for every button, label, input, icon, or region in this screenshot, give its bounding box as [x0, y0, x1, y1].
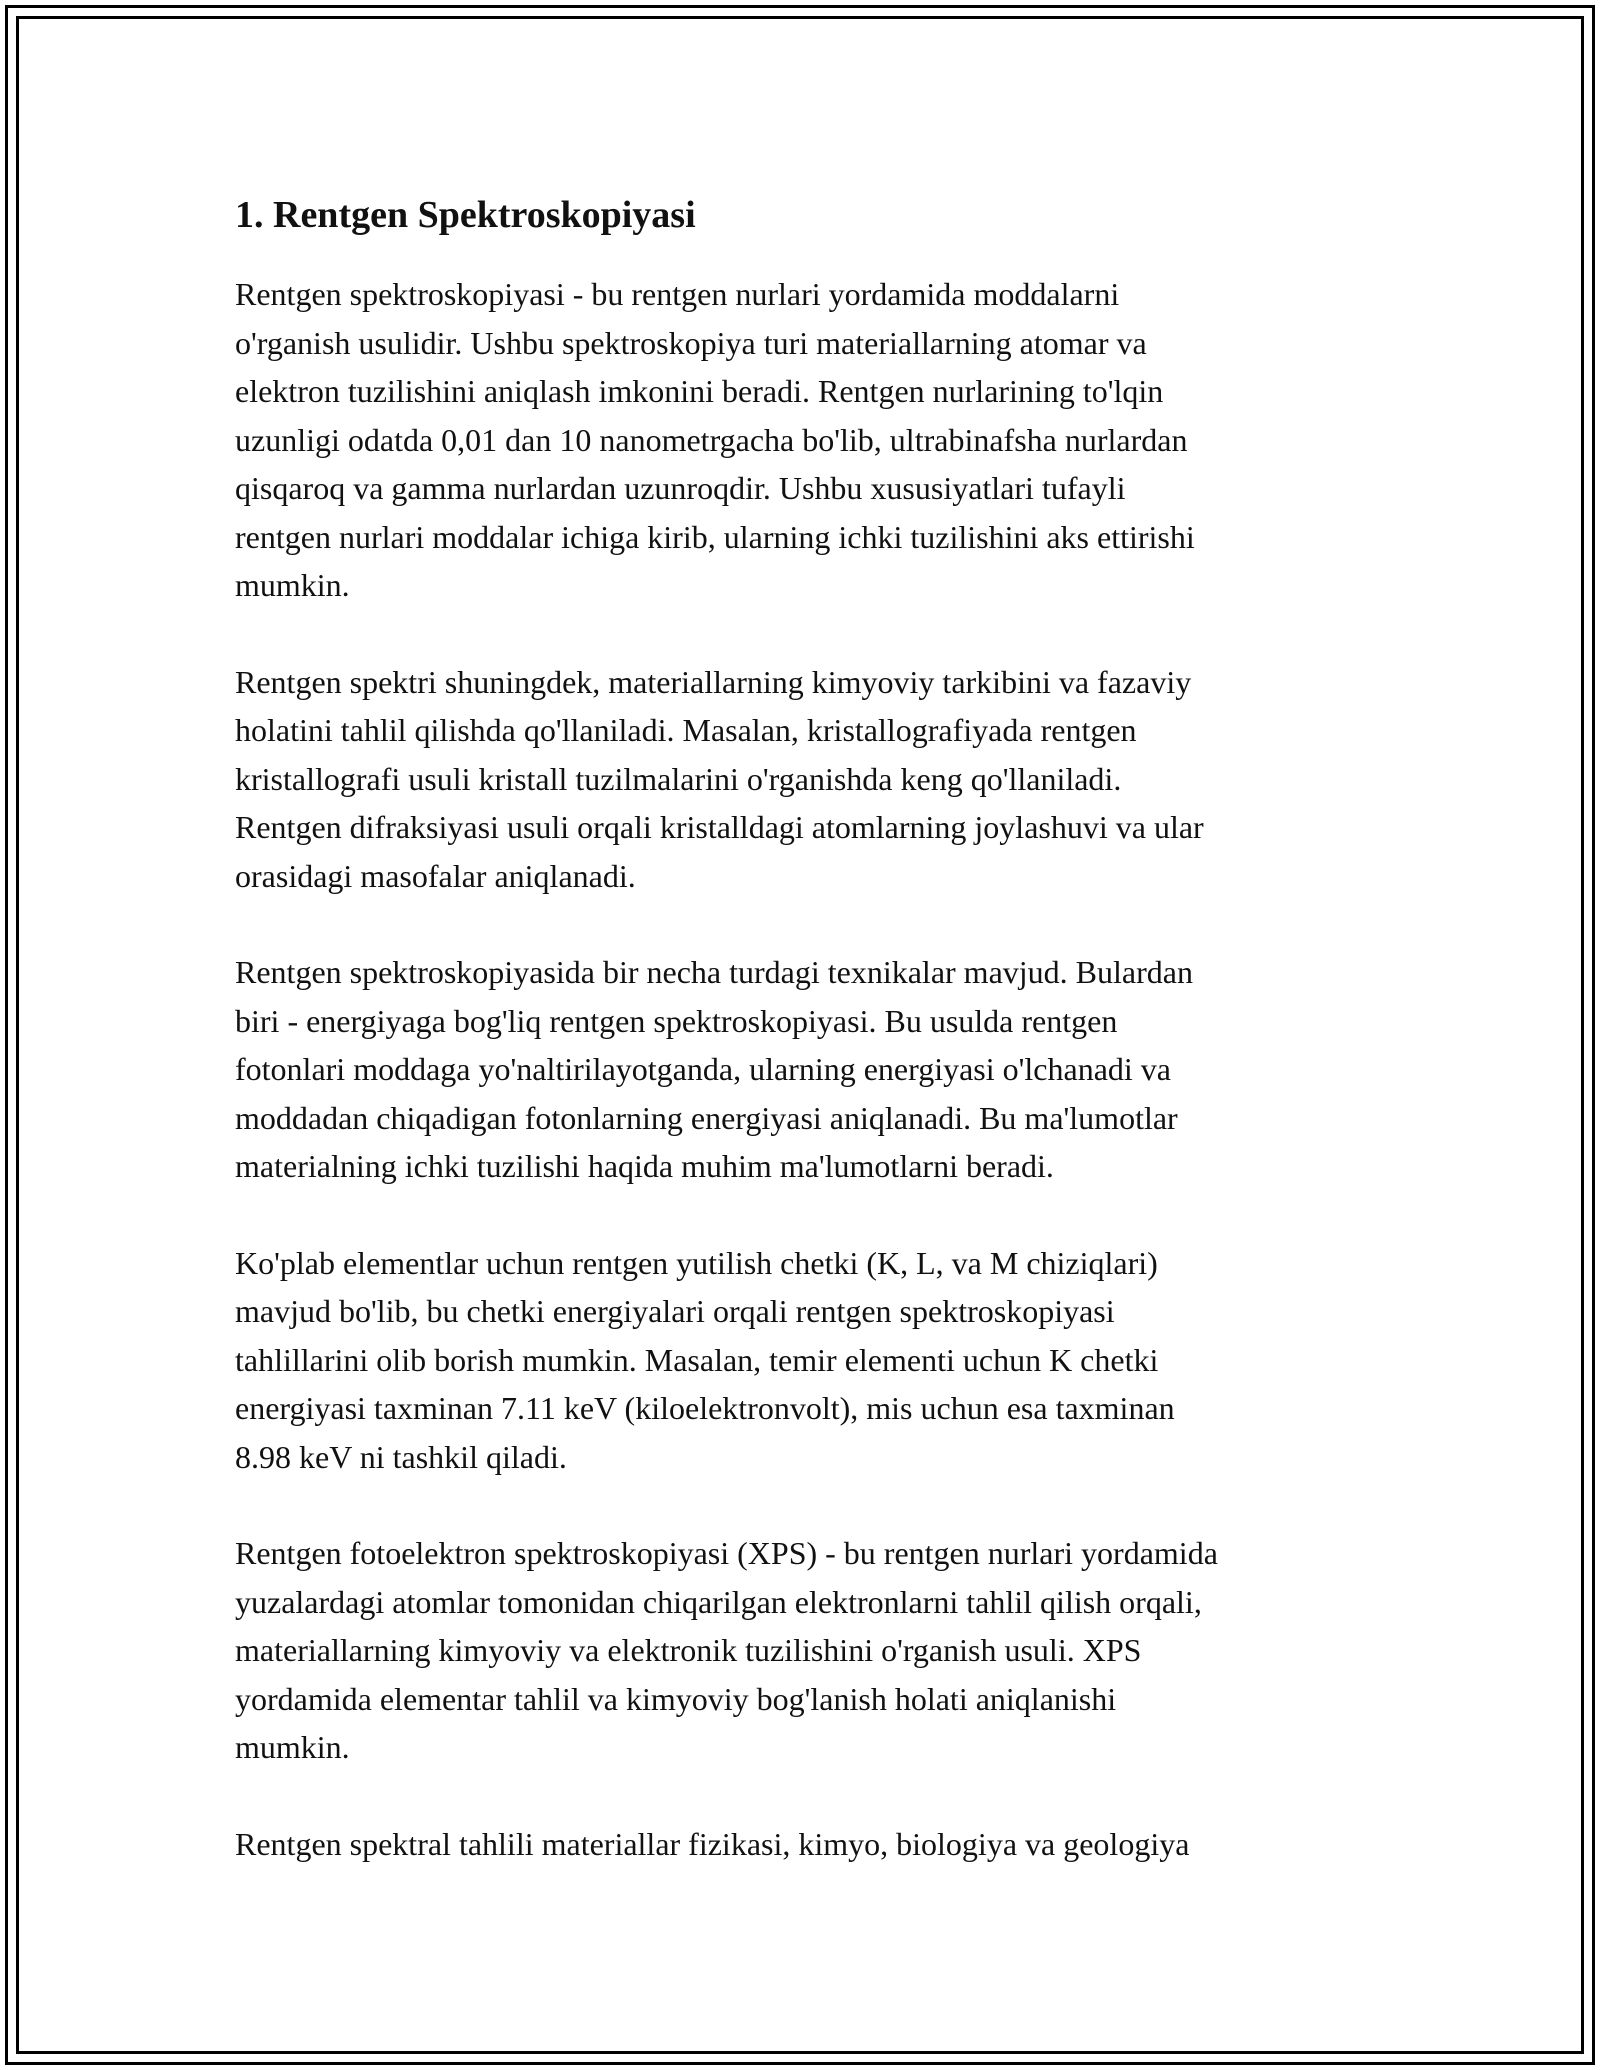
- paragraph-1: Rentgen spektroskopiyasi - bu rentgen nurlari yordamida moddalarni o'rganish usulidir. Ushbu spektroskopiya turi materiallarning atomar va elektron tuzilishini aniqlash imkonini beradi. Rentgen nurlarining to'lqin uzunligi odatda 0,01 dan 10 nanometrgacha bo'lib, ultrabinafsha nurlardan qisqaroq va gamma nurlardan uzunroqdir. Ushbu xususiyatlari tufayli rentgen nurlari moddalar ichiga kirib, ularning ichki tuzilishini aks ettirishi mumkin.: [235, 276, 1195, 603]
- paragraph-4: Ko'plab elementlar uchun rentgen yutilish chetki (K, L, va M chiziqlari) mavjud bo'lib, bu chetki energiyalari orqali rentgen spektroskopiyasi tahlillarini olib borish mumkin. Masalan, temir elementi uchun K chetki energiyasi taxminan 7.11 keV (kiloelektronvolt), mis uchun esa taxminan 8.98 keV ni tashkil qiladi.: [235, 1244, 1175, 1475]
- paragraph-6: Rentgen spektral tahlili materiallar fizikasi, kimyo, biologiya va geologiya: [235, 1825, 1190, 1862]
- paragraph-3: Rentgen spektroskopiyasida bir necha turdagi texnikalar mavjud. Bulardan biri - energiyaga bog'liq rentgen spektroskopiyasi. Bu usulda rentgen fotonlari moddaga yo'naltirilayotganda, ularning energiyasi o'lchanadi va moddadan chiqadigan fotonlarning energiyasi aniqlanadi. Bu ma'lumotlar materialning ichki tuzilishi haqida muhim ma'lumotlarni beradi.: [235, 954, 1193, 1184]
- section-heading: 1. Rentgen Spektroskopiyasi: [235, 194, 696, 236]
- document-content: [235, 188, 1365, 1916]
- paragraph-2: Rentgen spektri shuningdek, materiallarning kimyoviy tarkibini va fazaviy holatini tahlil qilishda qo'llaniladi. Masalan, kristallografiyada rentgen kristallografi usuli kristall tuzilmalarini o'rganishda keng qo'llaniladi. Rentgen difraksiyasi usuli orqali kristalldagi atomlarning joylashuvi va ular orasidagi masofalar aniqlanadi.: [235, 663, 1204, 894]
- paragraph-5: Rentgen fotoelektron spektroskopiyasi (XPS) - bu rentgen nurlari yordamida yuzalardagi atomlar tomonidan chiqarilgan elektronlarni tahlil qilish orqali, materiallarning kimyoviy va elektronik tuzilishini o'rganish usuli. XPS yordamida elementar tahlil va kimyoviy bog'lanish holati aniqlanishi mumkin.: [235, 1535, 1218, 1765]
